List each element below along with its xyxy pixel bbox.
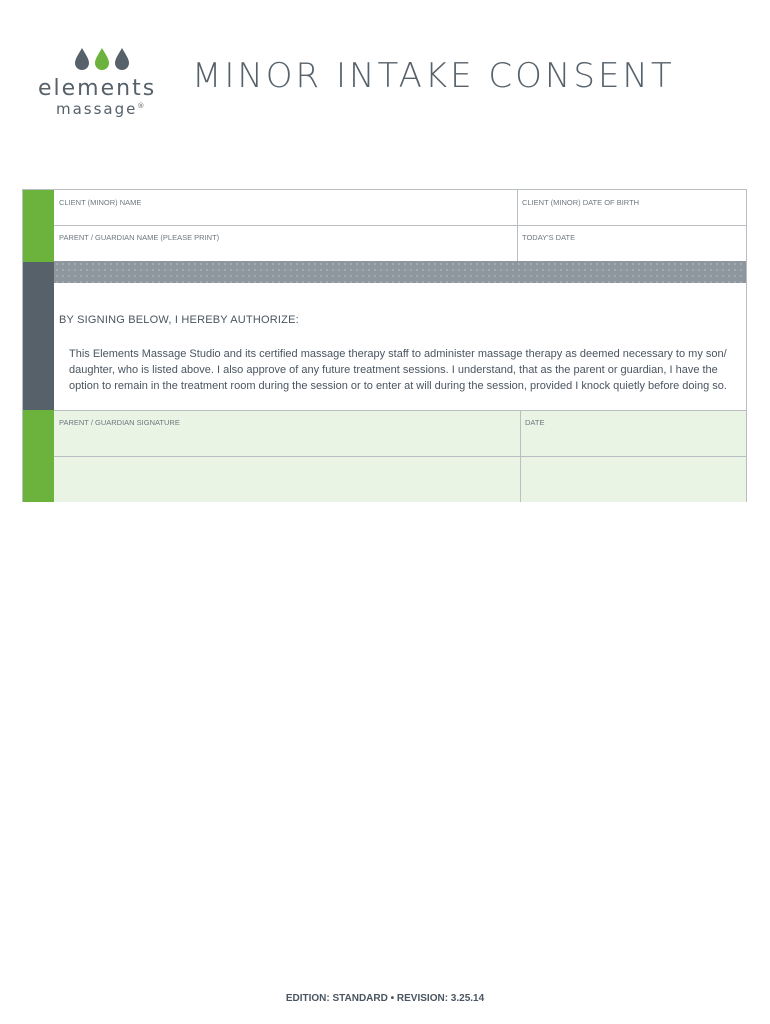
page-title: MINOR INTAKE CONSENT xyxy=(192,56,675,96)
signature-date-label: DATE xyxy=(525,418,545,427)
divider xyxy=(517,190,518,261)
guardian-name-label: PARENT / GUARDIAN NAME (PLEASE PRINT) xyxy=(59,233,220,242)
consent-form xyxy=(22,189,747,502)
todays-date-label: TODAY'S DATE xyxy=(522,233,576,242)
guardian-signature-line[interactable] xyxy=(54,456,520,502)
brand-name: elements xyxy=(38,76,157,101)
signature-date-field[interactable] xyxy=(520,410,747,456)
dotted-band xyxy=(54,261,746,283)
guardian-signature-label: PARENT / GUARDIAN SIGNATURE xyxy=(59,418,180,427)
section-bar-signature xyxy=(23,410,54,502)
client-name-label: CLIENT (MINOR) NAME xyxy=(59,198,142,207)
section-bar-client xyxy=(23,190,54,262)
authorization-heading: BY SIGNING BELOW, I HEREBY AUTHORIZE: xyxy=(59,314,299,326)
client-dob-field[interactable] xyxy=(517,190,747,225)
client-name-field[interactable] xyxy=(54,190,517,225)
divider xyxy=(520,410,521,502)
signature-date-line[interactable] xyxy=(520,456,747,502)
client-dob-label: CLIENT (MINOR) DATE OF BIRTH xyxy=(522,198,640,207)
guardian-signature-field[interactable] xyxy=(54,410,520,456)
section-bar-authorization xyxy=(23,262,54,410)
todays-date-field[interactable] xyxy=(517,225,747,261)
water-drops-icon xyxy=(72,46,136,72)
brand-logo xyxy=(30,40,180,120)
guardian-name-field[interactable] xyxy=(54,225,517,261)
brand-subname: massage® xyxy=(56,100,147,118)
authorization-text: This Elements Massage Studio and its certified massage therapy staff to administer massage therapy as deemed necessary to my son/ daughter, who is listed above. I also approve of any future treatment sessions. I understand, that as the parent or guardian, I have the option to remain in the treatment room during the session or to enter at will during the session, provided I knock quietly before doing so. xyxy=(69,348,727,392)
edition-footer: EDITION: STANDARD • REVISION: 3.25.14 xyxy=(285,993,485,1004)
